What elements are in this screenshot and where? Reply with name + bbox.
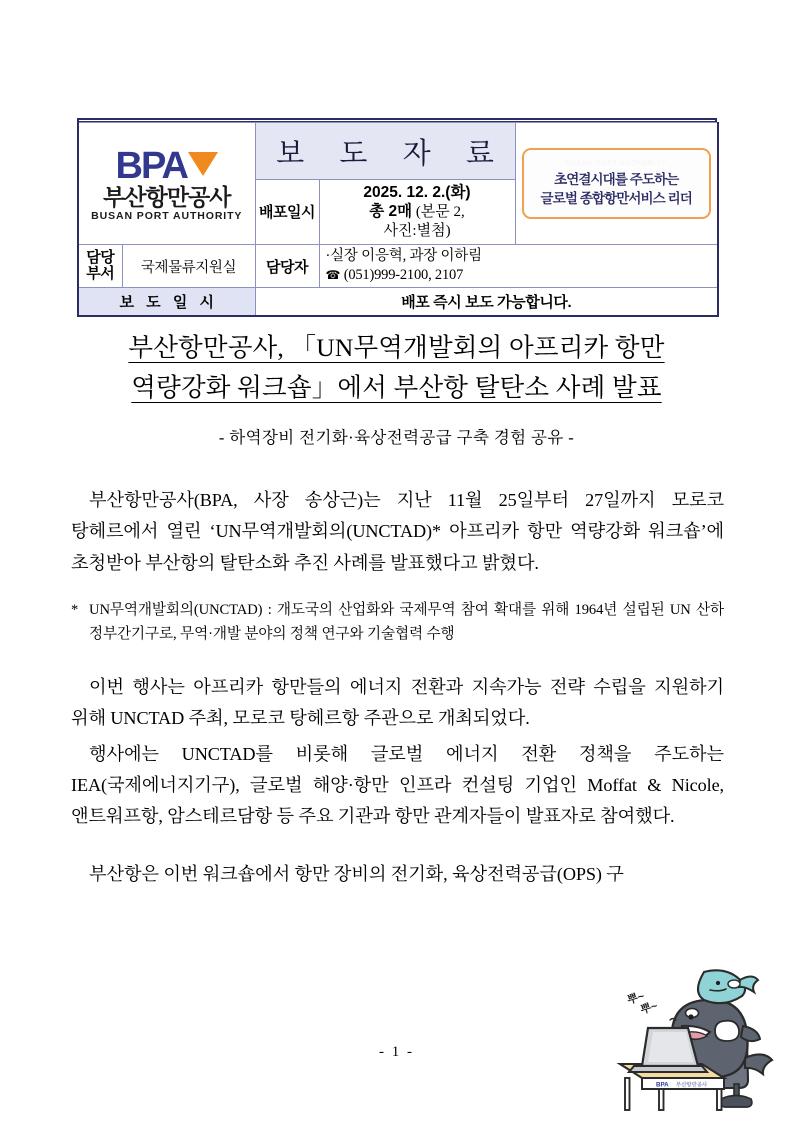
body-paragraph-2: 이번 행사는 아프리카 항만들의 에너지 전환과 지속가능 전략 수립을 지원하기 위해 UNCTAD 주최, 모로코 탕헤르항 주관으로 개최되었다.: [71, 677, 724, 729]
document-body: [71, 485, 724, 890]
footnote-unctad: [71, 599, 724, 646]
sound-effect: [626, 986, 660, 1020]
bpa-acronym: BPA: [115, 144, 187, 187]
slogan-line-2: 글로벌 종합항만서비스 리더: [540, 191, 692, 207]
department-label-line2: 부서: [86, 265, 115, 282]
page-number: - 1 -: [379, 1044, 414, 1060]
press-release-header-table: [77, 118, 717, 317]
distribution-pages-count: 총 2매: [369, 203, 413, 221]
contact-phone: (051)999-2100, 2107: [343, 267, 464, 283]
contact-person: ·실장 이응혁, 과장 이하림: [325, 247, 482, 264]
sound-effect-line-2: 뿌~: [639, 1000, 659, 1017]
table-row: [78, 123, 718, 180]
header-info-table: [77, 122, 719, 317]
orange-triangle-icon: [188, 152, 218, 176]
distribution-value-cell: [319, 180, 515, 245]
bpa-logo: [79, 144, 255, 222]
contact-value-cell: [319, 244, 718, 287]
body-paragraph-4: 부산항은 이번 워크숍에서 항만 장비의 전기화, 육상전력공급(OPS) 구: [89, 863, 624, 884]
distribution-pages-note2: 사진:별첨): [383, 223, 451, 240]
page-subtitle: - 하역장비 전기화·육상전력공급 구축 경험 공유 -: [218, 428, 575, 447]
whale-eye: [688, 1014, 693, 1019]
telephone-icon: ☎: [325, 268, 341, 282]
department-value: 국제물류지원실: [122, 244, 255, 287]
slogan-box: [522, 148, 712, 219]
distribution-date: 2025. 12. 2.(화): [363, 184, 471, 201]
bpa-logo-mark: [115, 144, 218, 187]
footnote-text: UN무역개발회의(UNCTAD) : 개도국의 산업화와 국제무역 참여 확대를 위해 1964년 설립된 UN 산하 정부간기구로, 무역·개발 분야의 정책 연구와 기술협력 수행: [89, 601, 724, 642]
baby-whale-eye: [716, 981, 720, 985]
page-title-line-2: 역량강화 워크숍」에서 부산항 탈탄소 사례 발표: [131, 372, 662, 402]
slogan-faint-text: BUSAN PORT AUTHORITY: [565, 159, 667, 167]
press-release-title-cell: [255, 123, 515, 180]
page-title: [0, 328, 793, 407]
whale-mascot-illustration: [612, 966, 780, 1114]
whale-tail: [745, 1054, 772, 1074]
distribution-label: 배포일시: [255, 180, 319, 245]
laptop-keyboard: [629, 1066, 707, 1072]
embargo-value: 배포 즉시 보도 가능합니다.: [255, 288, 718, 317]
desk-leg-right: [717, 1089, 722, 1110]
press-release-label: 보 도 자 료: [276, 137, 508, 170]
department-label-line1: 담당: [86, 249, 115, 267]
bpa-english-name: BUSAN PORT AUTHORITY: [91, 209, 243, 222]
chair-post: [734, 1084, 739, 1096]
table-row: [78, 244, 718, 287]
spacer: [71, 833, 724, 859]
desk-logo-subtext: 부산항만공사: [676, 1082, 708, 1089]
bpa-logo-cell: [78, 123, 255, 245]
embargo-label: 보 도 일 시: [78, 288, 255, 317]
slogan-cell: [515, 123, 718, 245]
sound-tick: [670, 1019, 676, 1021]
table-row: [78, 288, 718, 317]
chair-base: [720, 1096, 752, 1108]
page-title-line-1: 부산항만공사, 「UN무역개발회의 아프리카 항만: [128, 333, 665, 362]
sound-effect-line-1: 뿌~: [626, 990, 646, 1007]
bpa-korean-name: 부산항만공사: [103, 183, 231, 210]
whale-fin-right: [741, 1026, 760, 1041]
department-label: [78, 244, 122, 287]
footnote-marker: *: [71, 601, 79, 618]
body-paragraph-1: 부산항만공사(BPA, 사장 송상근)는 지난 11월 25일부터 27일까지 모로코 탕헤르에서 열린 ‘UN무역개발회의(UNCTAD)* 아프리카 항만 역량강화 워크숍’에 초청받아 부산항의 탈탄소화 추진 사례를 발표했다고 밝혔다.: [71, 490, 724, 573]
whale-belly-patch: [715, 1021, 739, 1041]
distribution-pages-note: (본문 2,: [415, 204, 465, 221]
spacer: [71, 579, 724, 599]
laptop-display: [648, 1032, 693, 1062]
desk-leg-mid: [659, 1089, 664, 1110]
desk-leg-left: [625, 1078, 630, 1110]
distribution-pages: [324, 202, 511, 222]
spacer: [71, 646, 724, 672]
desk-logo-text: BPA: [656, 1081, 669, 1089]
slogan-line-1: 초연결시대를 주도하는: [554, 171, 679, 187]
body-paragraph-3: 행사에는 UNCTAD를 비롯해 글로벌 에너지 전환 정책을 주도하는 IEA(국제에너지기구), 글로벌 해양·항만 인프라 컨설팅 기업인 Moffat & Nicole, 앤트워프항, 암스테르담항 등 주요 기관과 항만 관계자들이 발표자로 참여했다.: [71, 743, 724, 827]
contact-label: 담당자: [255, 244, 319, 287]
contact-phone-line: [326, 266, 718, 285]
baby-whale-eye-patch: [728, 980, 740, 988]
